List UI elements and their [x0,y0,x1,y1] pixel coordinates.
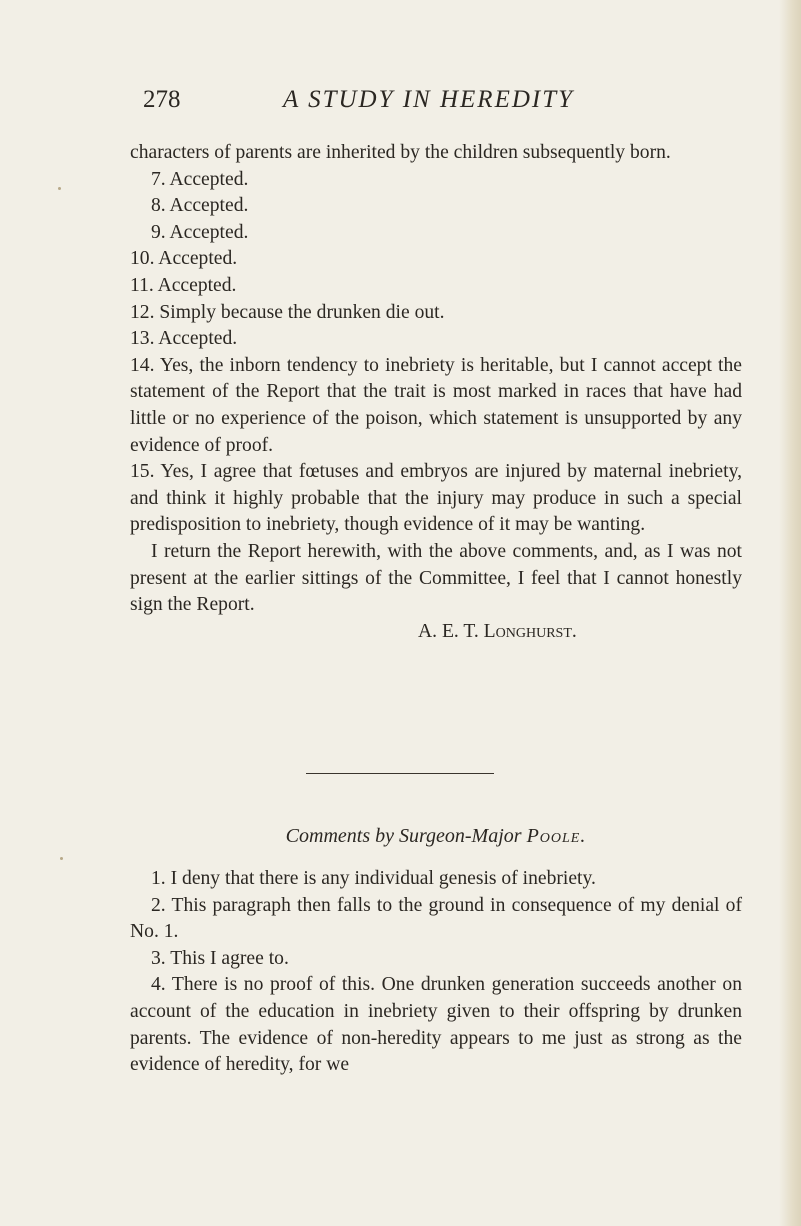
section-divider [306,773,494,774]
paper-speck [60,857,63,860]
answer-item: 9. Accepted. [151,221,249,243]
answer-item: 8. Accepted. [151,195,249,217]
answer-item: 7. Accepted. [151,168,249,190]
comment-item: 4. There is no proof of this. One drunken generation succeeds another on account of the education in inebriety given to their offspring by drunken parents. The evidence of non-heredity appears to me just as strong as the evidence of heredity, for we [130,974,742,1076]
paragraph: characters of parents are inherited by the children subsequently born. [130,142,671,163]
page-number: 278 [143,86,181,113]
answer-item: 13. Accepted. [130,328,238,350]
paper-speck [58,187,61,190]
answer-item: 11. Accepted. [130,274,237,296]
page-edge-shading [779,0,801,1226]
comment-item: 1. I deny that there is any individual genesis of inebriety. [151,868,596,889]
answers-block [130,140,742,645]
running-title: A STUDY IN HEREDITY [283,86,575,113]
answer-item: 15. Yes, I agree that fœtuses and embryos are injured by maternal inebriety, and think it highly probable that the injury may produce in such a special predisposition to inebriety, though evidence of it may be wanting. [130,461,742,536]
signature: A. E. T. Longhurst. [418,620,577,642]
answer-item: 12. Simply because the drunken die out. [130,301,445,323]
section-heading [130,825,742,848]
answer-item: 14. Yes, the inborn tendency to inebriety is heritable, but I cannot accept the statement of the Report that the trait is most marked in races that have had little or no experience of the poison, which statement is unsupported by any evidence of proof. [130,354,742,456]
comment-item: 2. This paragraph then falls to the ground in consequence of my denial of No. 1. [130,894,742,943]
running-head [143,86,663,116]
answer-item: 10. Accepted. [130,248,238,270]
comments-block [130,866,742,1079]
section-heading-prefix: Comments by Surgeon-Major [285,825,522,847]
closing-paragraph: I return the Report herewith, with the above comments, and, as I was not present at the earlier sittings of the Committee, I feel that I cannot honestly sign the Report. [130,540,742,616]
section-heading-name: Poole. [526,825,587,847]
comment-item: 3. This I agree to. [151,947,289,969]
